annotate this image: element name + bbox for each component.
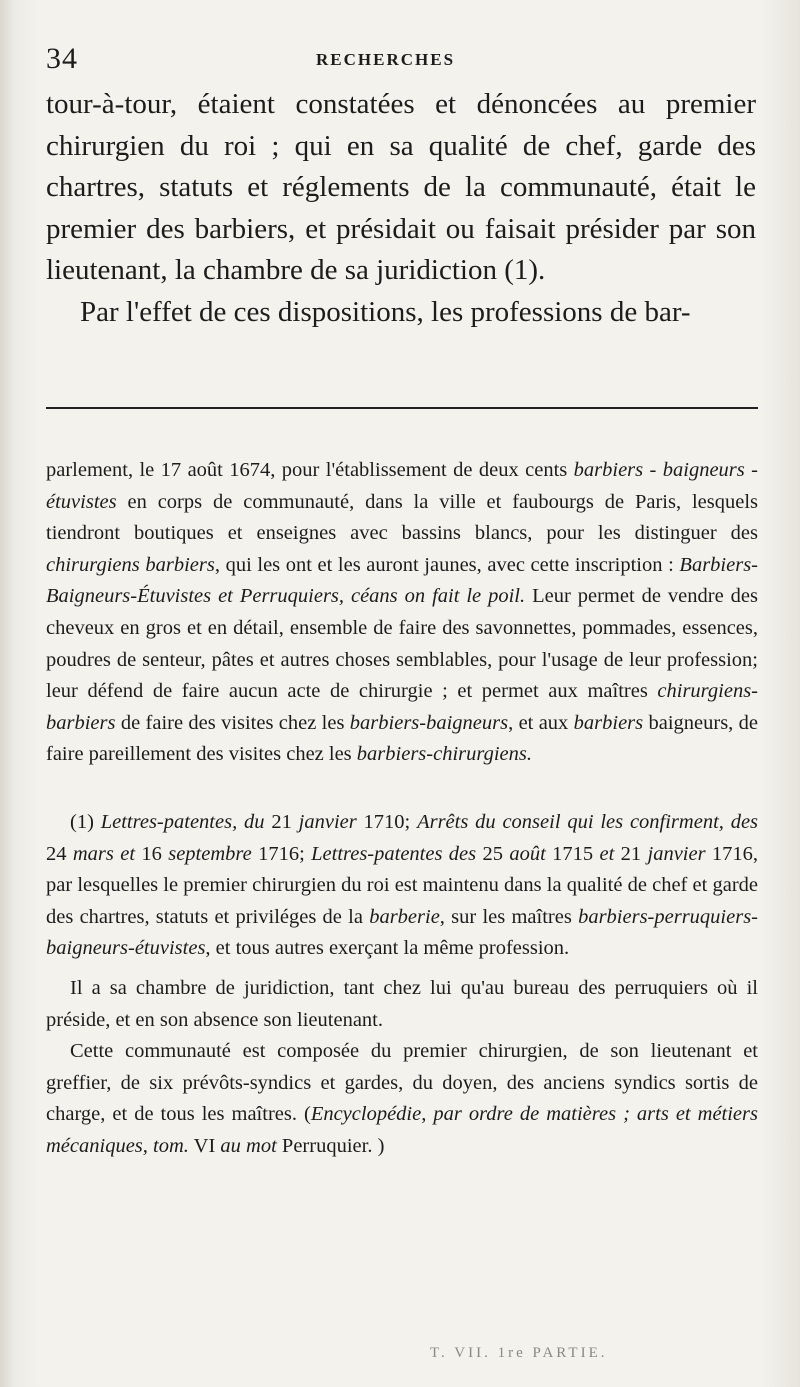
footnote-italic: Lettres-patentes, du: [100, 810, 265, 833]
footnote-text: baigneurs, de faire pareillement des visites chez les: [46, 711, 758, 766]
footnote-text: 1710;: [356, 810, 418, 833]
footnote-text: Perruquier. ): [276, 1134, 385, 1157]
page-header: [46, 42, 756, 82]
footnote-text: parlement, le 17 août 1674, pour l'établissement de deux cents: [46, 459, 574, 481]
footnote-text: , et aux: [508, 711, 574, 734]
footnote-italic: Encyclopédie, par ordre de matières ; arts et métiers mécaniques, tom.: [46, 1103, 758, 1157]
running-head: RECHERCHES: [316, 50, 456, 69]
footnote-italic: barbiers-perruquiers-baigneurs-étuvistes: [46, 905, 758, 960]
footnote-italic: Barbiers-Baigneurs-Étuvistes et Perruquiers, céans on fait le poil.: [46, 553, 758, 608]
main-text: [46, 84, 756, 334]
footnote-italic: mars et: [72, 842, 136, 865]
main-paragraph-1: tour-à-tour, étaient constatées et dénoncées au premier chirurgien du roi ; qui en sa qualité de chef, garde des chartres, statuts et réglements de la communauté, était le premier des barbiers, et présidait ou faisait présider par son lieutenant, la chambre de sa juridiction (1).: [46, 88, 756, 287]
footnote-italic: et: [599, 842, 615, 865]
footnotes: [46, 455, 758, 1162]
footnote-text: 1715: [545, 842, 600, 865]
footnote-text: , qui les ont et les auront jaunes, avec cette inscription :: [214, 553, 680, 576]
footnote-italic: chirurgiens barbiers: [46, 553, 215, 576]
footnote-italic: janvier: [647, 842, 706, 865]
footnote-text: , sur les maîtres: [439, 905, 579, 928]
footnote-italic: barbiers: [573, 711, 644, 734]
footnote-italic: barbiers-baigneurs: [349, 711, 509, 734]
footnote-italic: chirurgiens-barbiers: [46, 680, 758, 734]
footnote-paragraph-2: Il a sa chambre de juridiction, tant chez lui qu'au bureau des perruquiers où il préside, et en son absence son lieutenant.: [46, 976, 758, 1031]
footnote-continued: [46, 455, 758, 771]
page-number: 34: [46, 42, 78, 75]
footnote-text: en corps de communauté, dans la ville et faubourgs de Paris, lesquels tiendront boutiques et enseignes avec bassins blancs, pour les distinguer des: [46, 490, 758, 545]
footnote-1: [46, 807, 758, 965]
footnote-text: 24: [46, 842, 73, 865]
footnote-text: 16: [135, 842, 169, 865]
footnote-text: , et tous autres exerçant la même profession.: [205, 937, 570, 960]
footnote-paragraph-3: [46, 1036, 758, 1162]
footnote-italic: janvier: [298, 810, 357, 833]
footnote-italic: Arrêts du conseil qui les confirment, des: [417, 810, 759, 833]
footnote-italic: Lettres-patentes des: [311, 842, 477, 865]
footnote-italic: barberie: [369, 905, 440, 928]
footnote-text: 21: [614, 842, 648, 865]
footnote-text: 21: [264, 810, 299, 833]
footnote-text: de faire des visites chez les: [115, 711, 350, 734]
footnote-italic: barbiers - baigneurs - étuvistes: [46, 459, 758, 513]
footnote-italic: août: [509, 842, 546, 865]
main-paragraph-2: Par l'effet de ces dispositions, les professions de bar-: [80, 295, 691, 328]
footnote-text: VI: [188, 1134, 221, 1157]
footnote-italic: au mot: [220, 1134, 277, 1157]
footnote-text: Leur permet de vendre des cheveux en gros et en détail, ensemble de faire des savonnettes, pommades, essences, poudres de senteur, pâtes et autres choses semblables, pour l'usage de leur profession; leur défend de faire aucun acte de chirurgie ; et permet aux maîtres: [46, 585, 758, 703]
footnote-rule: [46, 407, 758, 409]
footnote-text: 1716;: [251, 842, 312, 865]
footnote-italic: septembre: [168, 842, 252, 865]
footnote-text: Cette communauté est composée du premier chirurgien, de son lieutenant et greffier, de six prévôts-syndics et gardes, du doyen, des anciens syndics sortis de charge, et de tous les maîtres. (: [46, 1040, 758, 1126]
signature-mark: T. VII. 1re PARTIE.: [430, 1345, 608, 1361]
footnote-italic: barbiers-chirurgiens.: [356, 743, 532, 766]
footnote-text: 25: [476, 842, 510, 865]
footnote-marker: (1): [70, 810, 101, 833]
footnote-text: 1716, par lesquelles le premier chirurgien du roi est maintenu dans la qualité de chef et garde des chartres, statuts et priviléges de la: [46, 842, 759, 928]
